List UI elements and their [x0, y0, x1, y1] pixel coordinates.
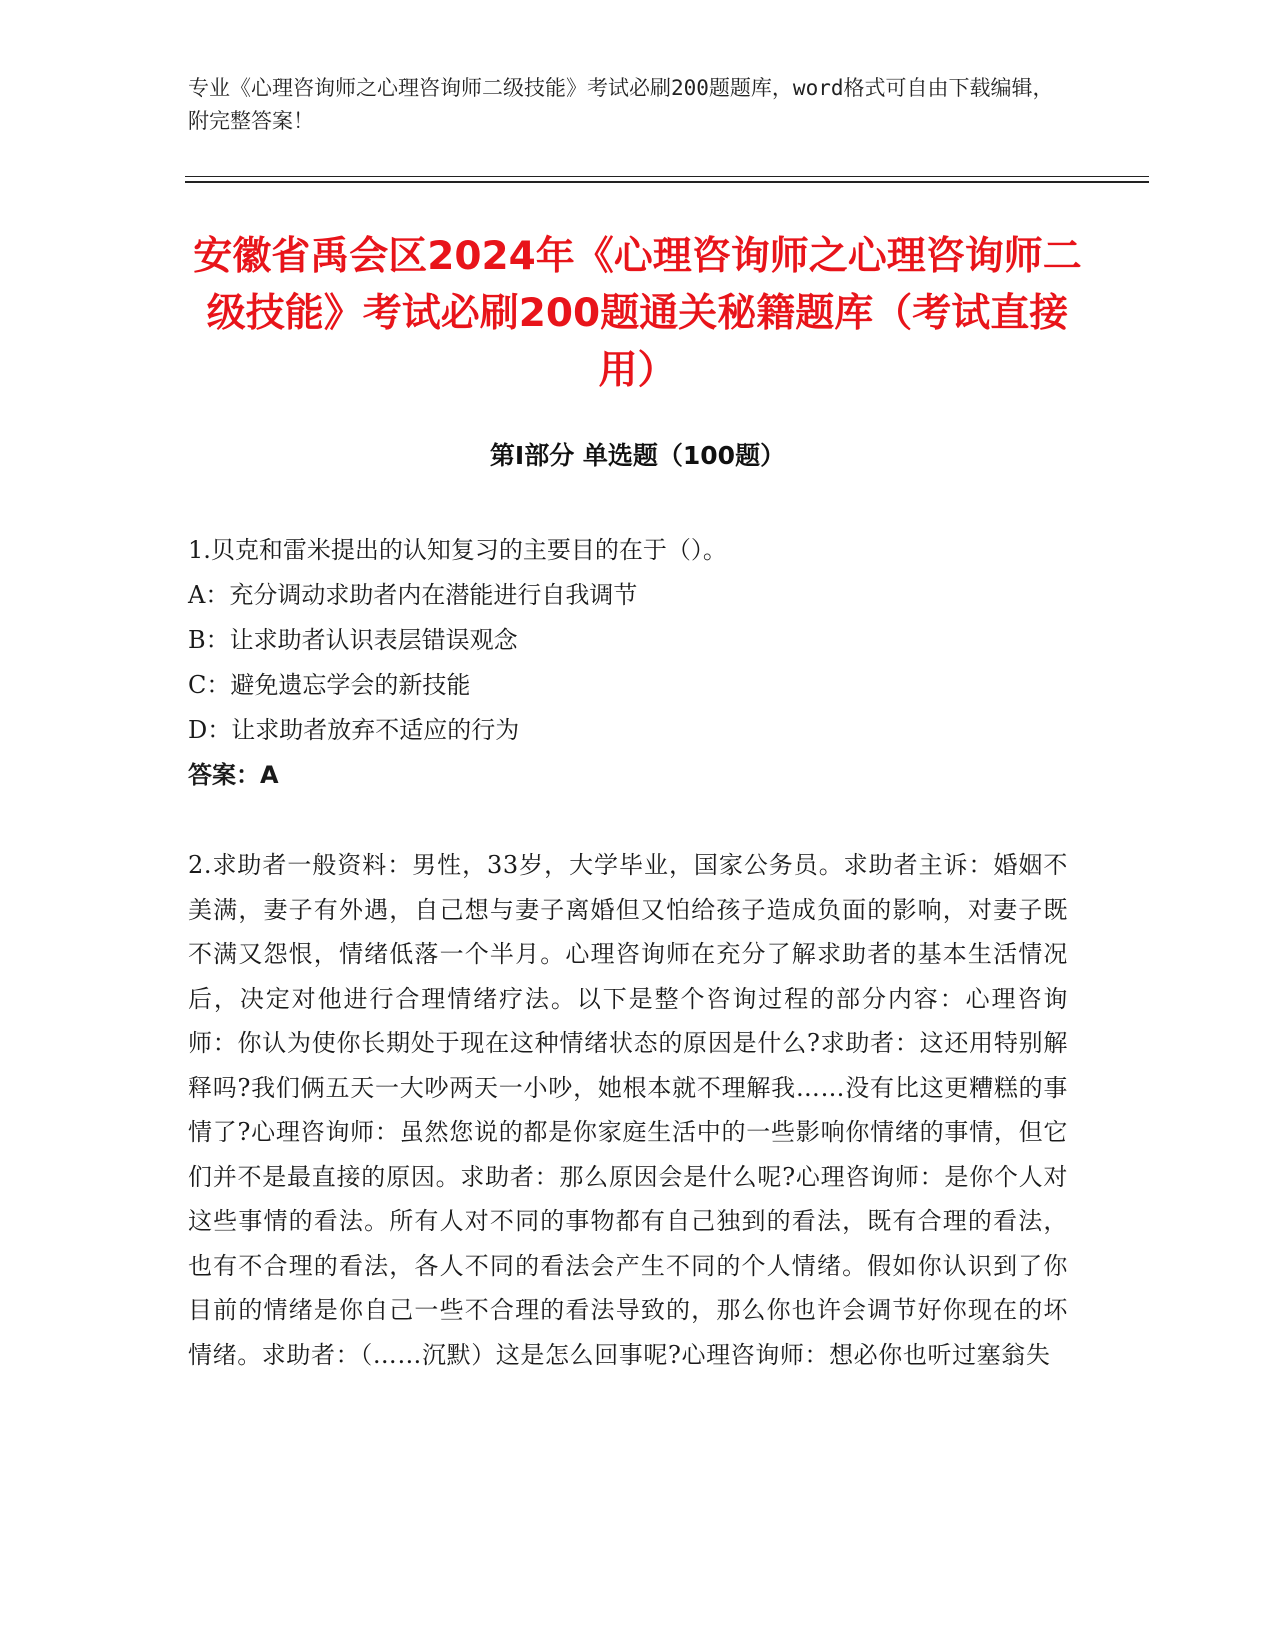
document-title: 安徽省禹会区2024年《心理咨询师之心理咨询师二级技能》考试必刷200题通关秘籍题库（考试直接用） — [193, 234, 1082, 393]
option-d: D：让求助者放弃不适应的行为 — [188, 716, 520, 744]
option-b: B：让求助者认识表层错误观念 — [188, 626, 518, 654]
option-a: A：充分调动求助者内在潜能进行自我调节 — [188, 581, 638, 609]
header-note: 专业《心理咨询师之心理咨询师二级技能》考试必刷200题题库，word格式可自由下载编辑，附完整答案！ — [188, 76, 1054, 133]
question-1 — [188, 528, 1088, 798]
header-divider-thick — [185, 181, 1149, 183]
header-divider-thin — [185, 176, 1149, 177]
question-2: 2.求助者一般资料：男性，33岁，大学毕业，国家公务员。求助者主诉：婚姻不美满，妻子有外遇，自己想与妻子离婚但又怕给孩子造成负面的影响，对妻子既不满又怨恨，情绪低落一个半月。心理咨询师在充分了解求助者的基本生活情况后，决定对他进行合理情绪疗法。以下是整个咨询过程的部分内容：心理咨询师：你认为使你长期处于现在这种情绪状态的原因是什么?求助者：这还用特别解释吗?我们俩五天一大吵两天一小吵，她根本就不理解我……没有比这更糟糕的事情了?心理咨询师：虽然您说的都是你家庭生活中的一些影响你情绪的事情，但它们并不是最直接的原因。求助者：那么原因会是什么呢?心理咨询师：是你个人对这些事情的看法。所有人对不同的事物都有自己独到的看法，既有合理的看法，也有不合理的看法，各人不同的看法会产生不同的个人情绪。假如你认识到了你目前的情绪是你自己一些不合理的看法导致的，那么你也许会调节好你现在的坏情绪。求助者：（……沉默）这是怎么回事呢?心理咨询师：想必你也听过塞翁失 — [188, 851, 1068, 1369]
option-c: C：避免遗忘学会的新技能 — [188, 671, 471, 699]
section-heading: 第Ⅰ部分 单选题（100题） — [489, 441, 786, 470]
answer-line: 答案：A — [188, 761, 279, 789]
question-stem: 1.贝克和雷米提出的认知复习的主要目的在于（）。 — [188, 536, 727, 564]
